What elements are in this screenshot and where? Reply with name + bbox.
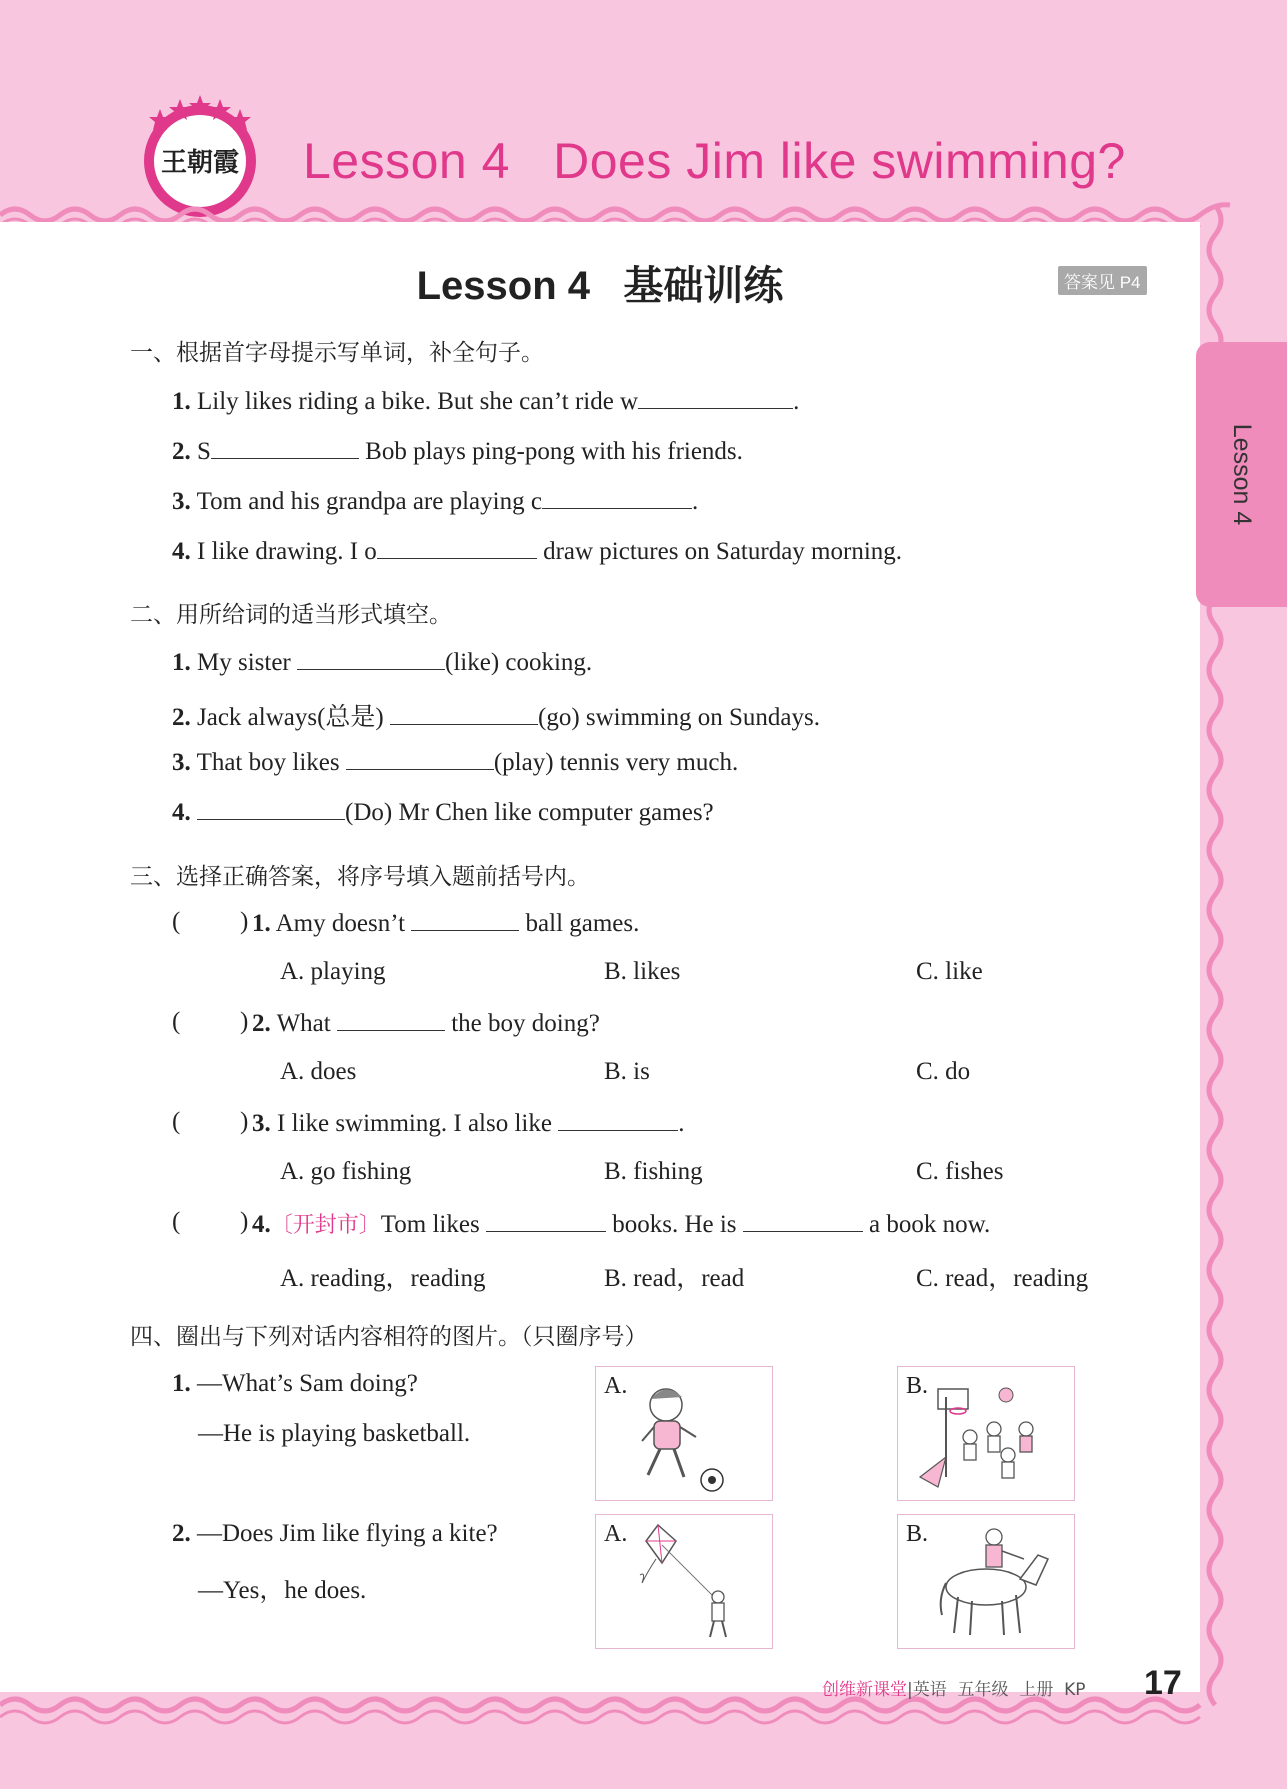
part2-item-1: 1. My sister (like) cooking. [172,649,593,676]
option-b: B. is [604,1058,650,1085]
picture-option-b[interactable]: B. [897,1366,1075,1501]
answer-paren-close: ) [240,908,249,935]
kids-playing-basketball-illustration [898,1367,1074,1500]
option-c: C. like [916,958,983,985]
part1-item-2: 2. S Bob plays ping-pong with his friends. [172,438,743,465]
answer-paren-close: ) [240,1208,249,1235]
answer-paren-close: ) [240,1108,249,1135]
answer-blank[interactable] [638,386,793,409]
boy-flying-kite-illustration [596,1515,772,1648]
boy-riding-horse-illustration [898,1515,1074,1648]
option-a: A. go fishing [280,1158,412,1185]
answer-paren-open: ( [172,1208,181,1235]
part3-item-1: 1. Amy doesn’t ball games. [252,910,640,937]
answer-blank[interactable] [411,908,519,931]
answer-blank[interactable] [377,536,537,559]
answer-paren-open: ( [172,1108,181,1135]
option-b: B. likes [604,958,681,985]
part2-item-4: 4. (Do) Mr Chen like computer games? [172,799,714,826]
page-number: 17 [1144,1664,1182,1702]
answer-paren-open: ( [172,1008,181,1035]
picture-option-a[interactable]: A. [595,1366,773,1501]
region-tag: 〔开封市〕 [270,1212,381,1237]
part3-item-4: 4.〔开封市〕Tom likes books. He is a book now. [252,1211,991,1238]
answer-blank[interactable] [558,1108,678,1131]
side-tab-label: Lesson 4 [1228,423,1256,526]
answer-blank[interactable] [211,436,359,459]
part1-item-1: 1. Lily likes riding a bike. But she can’t ride w . [172,388,800,415]
logo-text: 王朝霞 [160,148,240,178]
answer-blank[interactable] [542,486,692,509]
part1-heading: 一、根据首字母提示写单词，补全句子。 [130,340,544,366]
part4-item-2-line2: —Yes，he does. [198,1577,367,1604]
option-c: C. read，reading [916,1265,1089,1292]
answer-paren-close: ) [240,1008,249,1035]
answer-blank[interactable] [346,747,494,770]
footer-brand: 创维新课堂 [822,1680,907,1700]
part2-item-2: 2. Jack always(总是) (go) swimming on Sundays. [172,704,820,731]
part2-item-3: 3. That boy likes (play) tennis very much. [172,749,739,776]
part4-item-1-line2: —He is playing basketball. [198,1420,471,1447]
part4-heading: 四、圈出与下列对话内容相符的图片。（只圈序号） [130,1324,648,1350]
option-c: C. do [916,1058,971,1085]
option-b: B. fishing [604,1158,703,1185]
part3-item-2: 2. What the boy doing? [252,1010,600,1037]
part4-item-1-line1: 1. —What’s Sam doing? [172,1370,418,1397]
option-b: B. read，read [604,1265,745,1292]
answer-blank[interactable] [337,1008,445,1031]
lesson-title: Lesson 4 Does Jim like swimming? [303,133,1126,189]
answer-reference-badge: 答案见 P4 [1058,266,1147,295]
part3-heading: 三、选择正确答案，将序号填入题前括号内。 [130,864,590,890]
answer-blank[interactable] [743,1209,863,1232]
answer-blank[interactable] [197,797,345,820]
footer-course-info: 英语 五年级 上册 KP [912,1680,1086,1700]
option-a: A. does [280,1058,357,1085]
answer-blank[interactable] [297,647,445,670]
part1-item-3: 3. Tom and his grandpa are playing c . [172,488,699,515]
section-title: Lesson 4 基础训练 [416,264,784,308]
option-c: C. fishes [916,1158,1004,1185]
answer-blank[interactable] [390,702,538,725]
picture-option-b[interactable]: B. [897,1514,1075,1649]
option-a: A. reading，reading [280,1265,486,1292]
answer-blank[interactable] [486,1209,606,1232]
boy-playing-football-illustration [596,1367,772,1500]
answer-paren-open: ( [172,908,181,935]
option-a: A. playing [280,958,386,985]
part4-item-2-line1: 2. —Does Jim like flying a kite? [172,1520,498,1547]
part3-item-3: 3. I like swimming. I also like . [252,1110,685,1137]
footer-info: 创维新课堂|英语 五年级 上册 KP [822,1680,1086,1700]
part1-item-4: 4. I like drawing. I o draw pictures on Saturday morning. [172,538,903,565]
picture-option-a[interactable]: A. [595,1514,773,1649]
part2-heading: 二、用所给词的适当形式填空。 [130,602,452,628]
